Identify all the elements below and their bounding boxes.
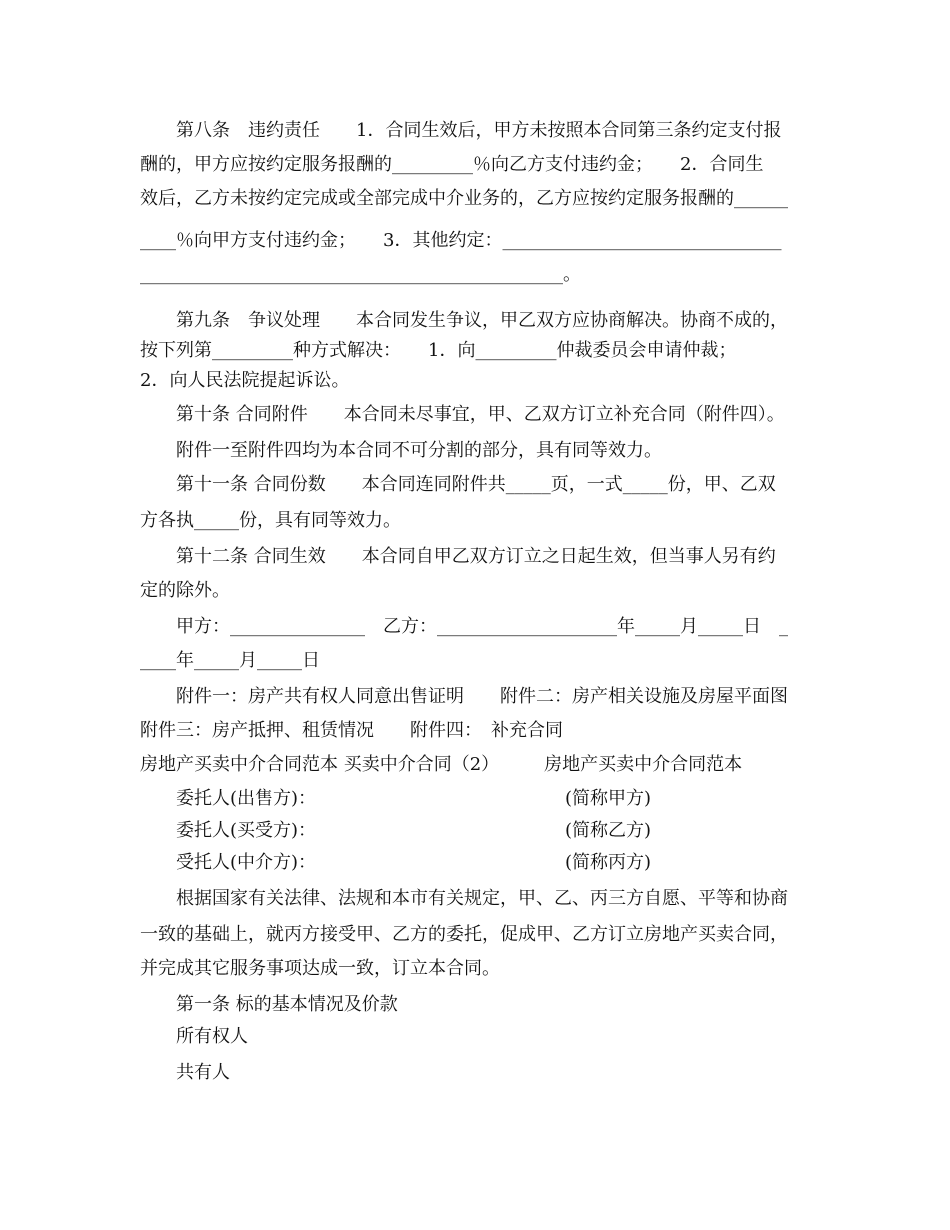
text-line: 效后，乙方未按约定完成或全部完成中介业务的，乙方应按约定服务报酬的______	[140, 188, 788, 209]
text-line: 第八条 违约责任 1．合同生效后，甲方未按照本合同第三条约定支付报	[176, 120, 782, 141]
text-line: 酬的，甲方应按约定服务报酬的_________％向乙方支付违约金； 2．合同生	[140, 154, 764, 175]
party-alias: (简称乙方)	[565, 820, 652, 841]
text-line: 按下列第_________种方式解决： 1．向_________仲裁委员会申请仲裁；	[140, 340, 737, 361]
party-label: 委托人(出售方)：	[176, 788, 317, 809]
text-line: 根据国家有关法律、法规和本市有关规定，甲、乙、丙三方自愿、平等和协商	[176, 888, 788, 909]
text-line: 2．向人民法院提起诉讼。	[140, 370, 350, 391]
text-line: 第十条 合同附件 本合同未尽事宜，甲、乙双方订立补充合同（附件四）。	[176, 404, 785, 425]
text-line: 一致的基础上，就丙方接受甲、乙方的委托，促成甲、乙方订立房地产买卖合同，	[140, 924, 788, 945]
party-row	[0, 814, 780, 848]
party-row	[0, 846, 780, 880]
text-line: 附件三：房产抵押、租赁情况 附件四： 补充合同	[140, 720, 563, 741]
party-alias: (简称丙方)	[565, 852, 652, 873]
text-line: 所有权人	[176, 1026, 248, 1047]
text-line: 第十一条 合同份数 本合同连同附件共_____页，一式_____份，甲、乙双	[176, 474, 776, 495]
party-label: 委托人(买受方)：	[176, 820, 317, 841]
text-line: 第十二条 合同生效 本合同自甲乙双方订立之日起生效，但当事人另有约	[176, 546, 776, 567]
text-line: 附件一至附件四均为本合同不可分割的部分，具有同等效力。	[176, 440, 662, 461]
text-line: 房地产买卖中介合同范本 买卖中介合同（2） 房地产买卖中介合同范本	[140, 754, 743, 775]
party-alias: (简称甲方)	[565, 788, 652, 809]
text-line: ____年_____月_____日	[140, 650, 320, 671]
text-line: ____％向甲方支付违约金； 3．其他约定：_______________________________	[140, 230, 782, 251]
text-line: 共有人	[176, 1062, 230, 1083]
text-line: 第九条 争议处理 本合同发生争议，甲乙双方应协商解决。协商不成的，	[176, 310, 788, 331]
text-line: 方各执_____份，具有同等效力。	[140, 510, 401, 531]
text-line: 定的除外。	[140, 580, 230, 601]
text-line: 并完成其它服务事项达成一致，订立本合同。	[140, 958, 500, 979]
party-label: 受托人(中介方)：	[176, 852, 317, 873]
text-line: _______________________________________________。	[140, 264, 581, 285]
text-line: 甲方：_______________ 乙方：____________________年_____月_____日 _	[176, 616, 788, 637]
text-line: 第一条 标的基本情况及价款	[176, 994, 398, 1015]
text-line: 附件一：房产共有权人同意出售证明 附件二：房产相关设施及房屋平面图	[176, 686, 788, 707]
party-row	[0, 782, 780, 816]
